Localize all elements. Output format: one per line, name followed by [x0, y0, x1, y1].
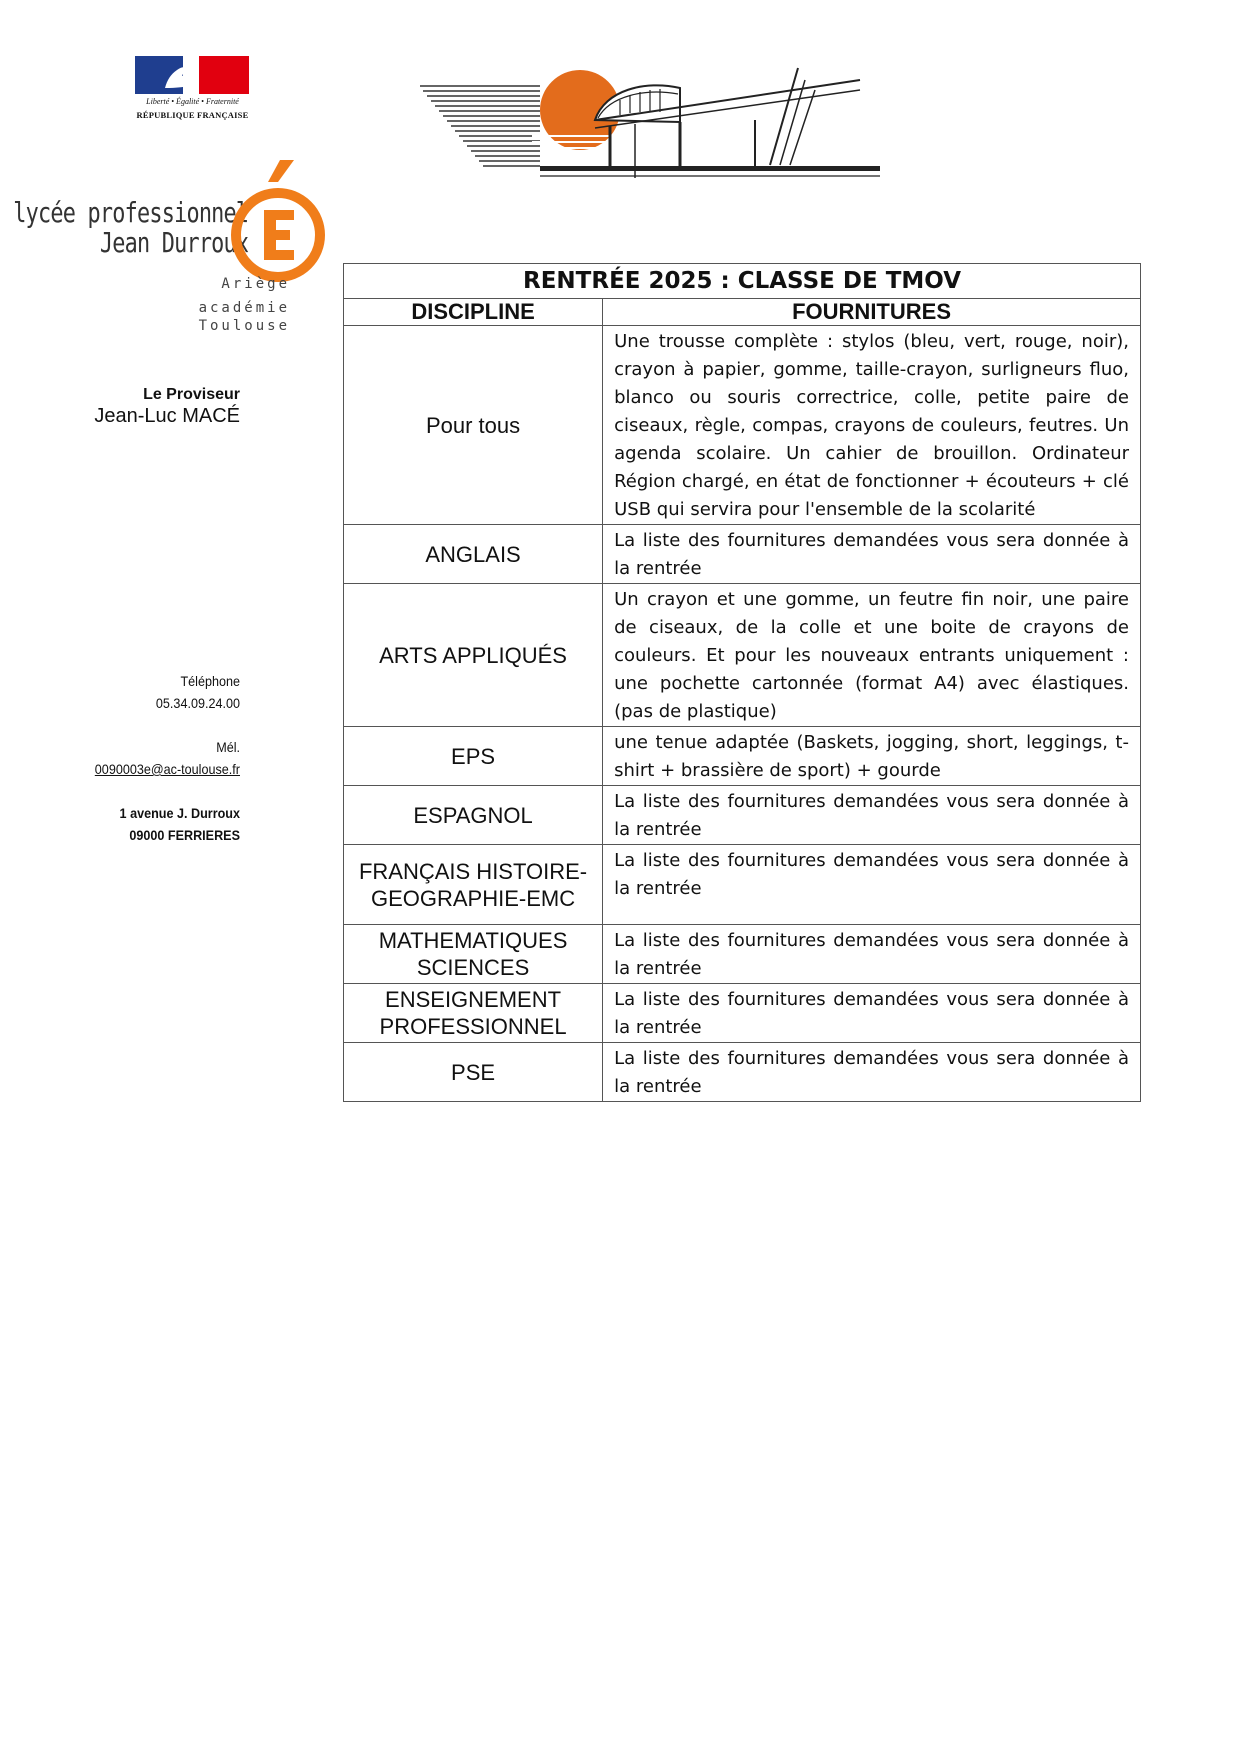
table-row	[344, 984, 1141, 1043]
email-link[interactable]: 0090003e@ac-toulouse.fr	[94, 761, 240, 777]
table-title: RENTRÉE 2025 : CLASSE DE TMOV	[344, 264, 1141, 299]
fournitures-cell: Une trousse complète : stylos (bleu, vert, rouge, noir), crayon à papier, gomme, taille-crayon, surligneurs fluo, blanco ou souris correctrice, colle, petite paire de ciseaux, règle, compas, crayons de couleurs, feutres. Un agenda scolaire. Un cahier de brouillon. Ordinateur Région chargé, en état de fonctionner + écouteurs + clé USB qui servira pour l'ensemble de la scolarité	[603, 326, 1141, 525]
fournitures-cell: Un crayon et une gomme, un feutre fin noir, une paire de ciseaux, de la colle et une boite de crayons de couleurs. Et pour les nouveaux entrants uniquement : une pochette cartonnée (format A4) avec élastiques. (pas de plastique)	[603, 584, 1141, 727]
table-row	[344, 786, 1141, 845]
supplies-table	[343, 263, 1141, 1102]
proviseur-title: Le Proviseur	[143, 386, 240, 403]
discipline-cell: ESPAGNOL	[344, 786, 603, 845]
republique-francaise-logo	[135, 56, 250, 128]
discipline-cell: MATHEMATIQUES SCIENCES	[344, 925, 603, 984]
e-logo-icon	[228, 160, 328, 285]
fournitures-cell: La liste des fournitures demandées vous sera donnée à la rentrée	[603, 786, 1141, 845]
marianne-profile-icon	[153, 58, 213, 92]
school-name-line1: lycée professionnel	[12, 196, 248, 229]
table-row	[344, 845, 1141, 925]
address-line1: 1 avenue J. Durroux	[119, 805, 240, 821]
fournitures-cell: La liste des fournitures demandées vous sera donnée à la rentrée	[603, 925, 1141, 984]
table-row	[344, 727, 1141, 786]
mel-label: Mél.	[216, 739, 240, 755]
table-row	[344, 584, 1141, 727]
table-row	[344, 1043, 1141, 1102]
table-row	[344, 925, 1141, 984]
discipline-cell: PSE	[344, 1043, 603, 1102]
fournitures-cell: La liste des fournitures demandées vous sera donnée à la rentrée	[603, 984, 1141, 1043]
discipline-cell: ANGLAIS	[344, 525, 603, 584]
school-name-line2: Jean Durroux	[99, 226, 248, 259]
header-discipline: DISCIPLINE	[344, 299, 603, 326]
fournitures-cell: La liste des fournitures demandées vous sera donnée à la rentrée	[603, 845, 1141, 925]
fournitures-cell: La liste des fournitures demandées vous sera donnée à la rentrée	[603, 525, 1141, 584]
discipline-cell: Pour tous	[344, 326, 603, 525]
proviseur-name: Jean-Luc MACÉ	[94, 405, 240, 427]
discipline-cell: ENSEIGNEMENT PROFESSIONNEL	[344, 984, 603, 1043]
academie-label: académie	[198, 300, 290, 316]
discipline-cell: FRANÇAIS HISTOIRE-GEOGRAPHIE-EMC	[344, 845, 603, 925]
fournitures-cell: La liste des fournitures demandées vous sera donnée à la rentrée	[603, 1043, 1141, 1102]
table-row	[344, 326, 1141, 525]
academie-city-label: Toulouse	[198, 318, 290, 334]
table-row	[344, 525, 1141, 584]
discipline-cell: EPS	[344, 727, 603, 786]
telephone-value: 05.34.09.24.00	[155, 695, 240, 711]
region-label: Ariège	[221, 276, 290, 292]
republique-francaise-label: RÉPUBLIQUE FRANÇAISE	[136, 110, 249, 120]
address-line2: 09000 FERRIERES	[129, 827, 240, 843]
republic-motto: Liberté • Égalité • Fraternité	[146, 97, 239, 106]
tricolor-flag	[135, 56, 249, 94]
school-building-illustration	[420, 60, 900, 185]
discipline-cell: ARTS APPLIQUÉS	[344, 584, 603, 727]
school-logo	[12, 160, 330, 350]
header-fournitures: FOURNITURES	[603, 299, 1141, 326]
telephone-label: Téléphone	[180, 673, 240, 689]
fournitures-cell: une tenue adaptée (Baskets, jogging, short, leggings, t-shirt + brassière de sport) + gourde	[603, 727, 1141, 786]
